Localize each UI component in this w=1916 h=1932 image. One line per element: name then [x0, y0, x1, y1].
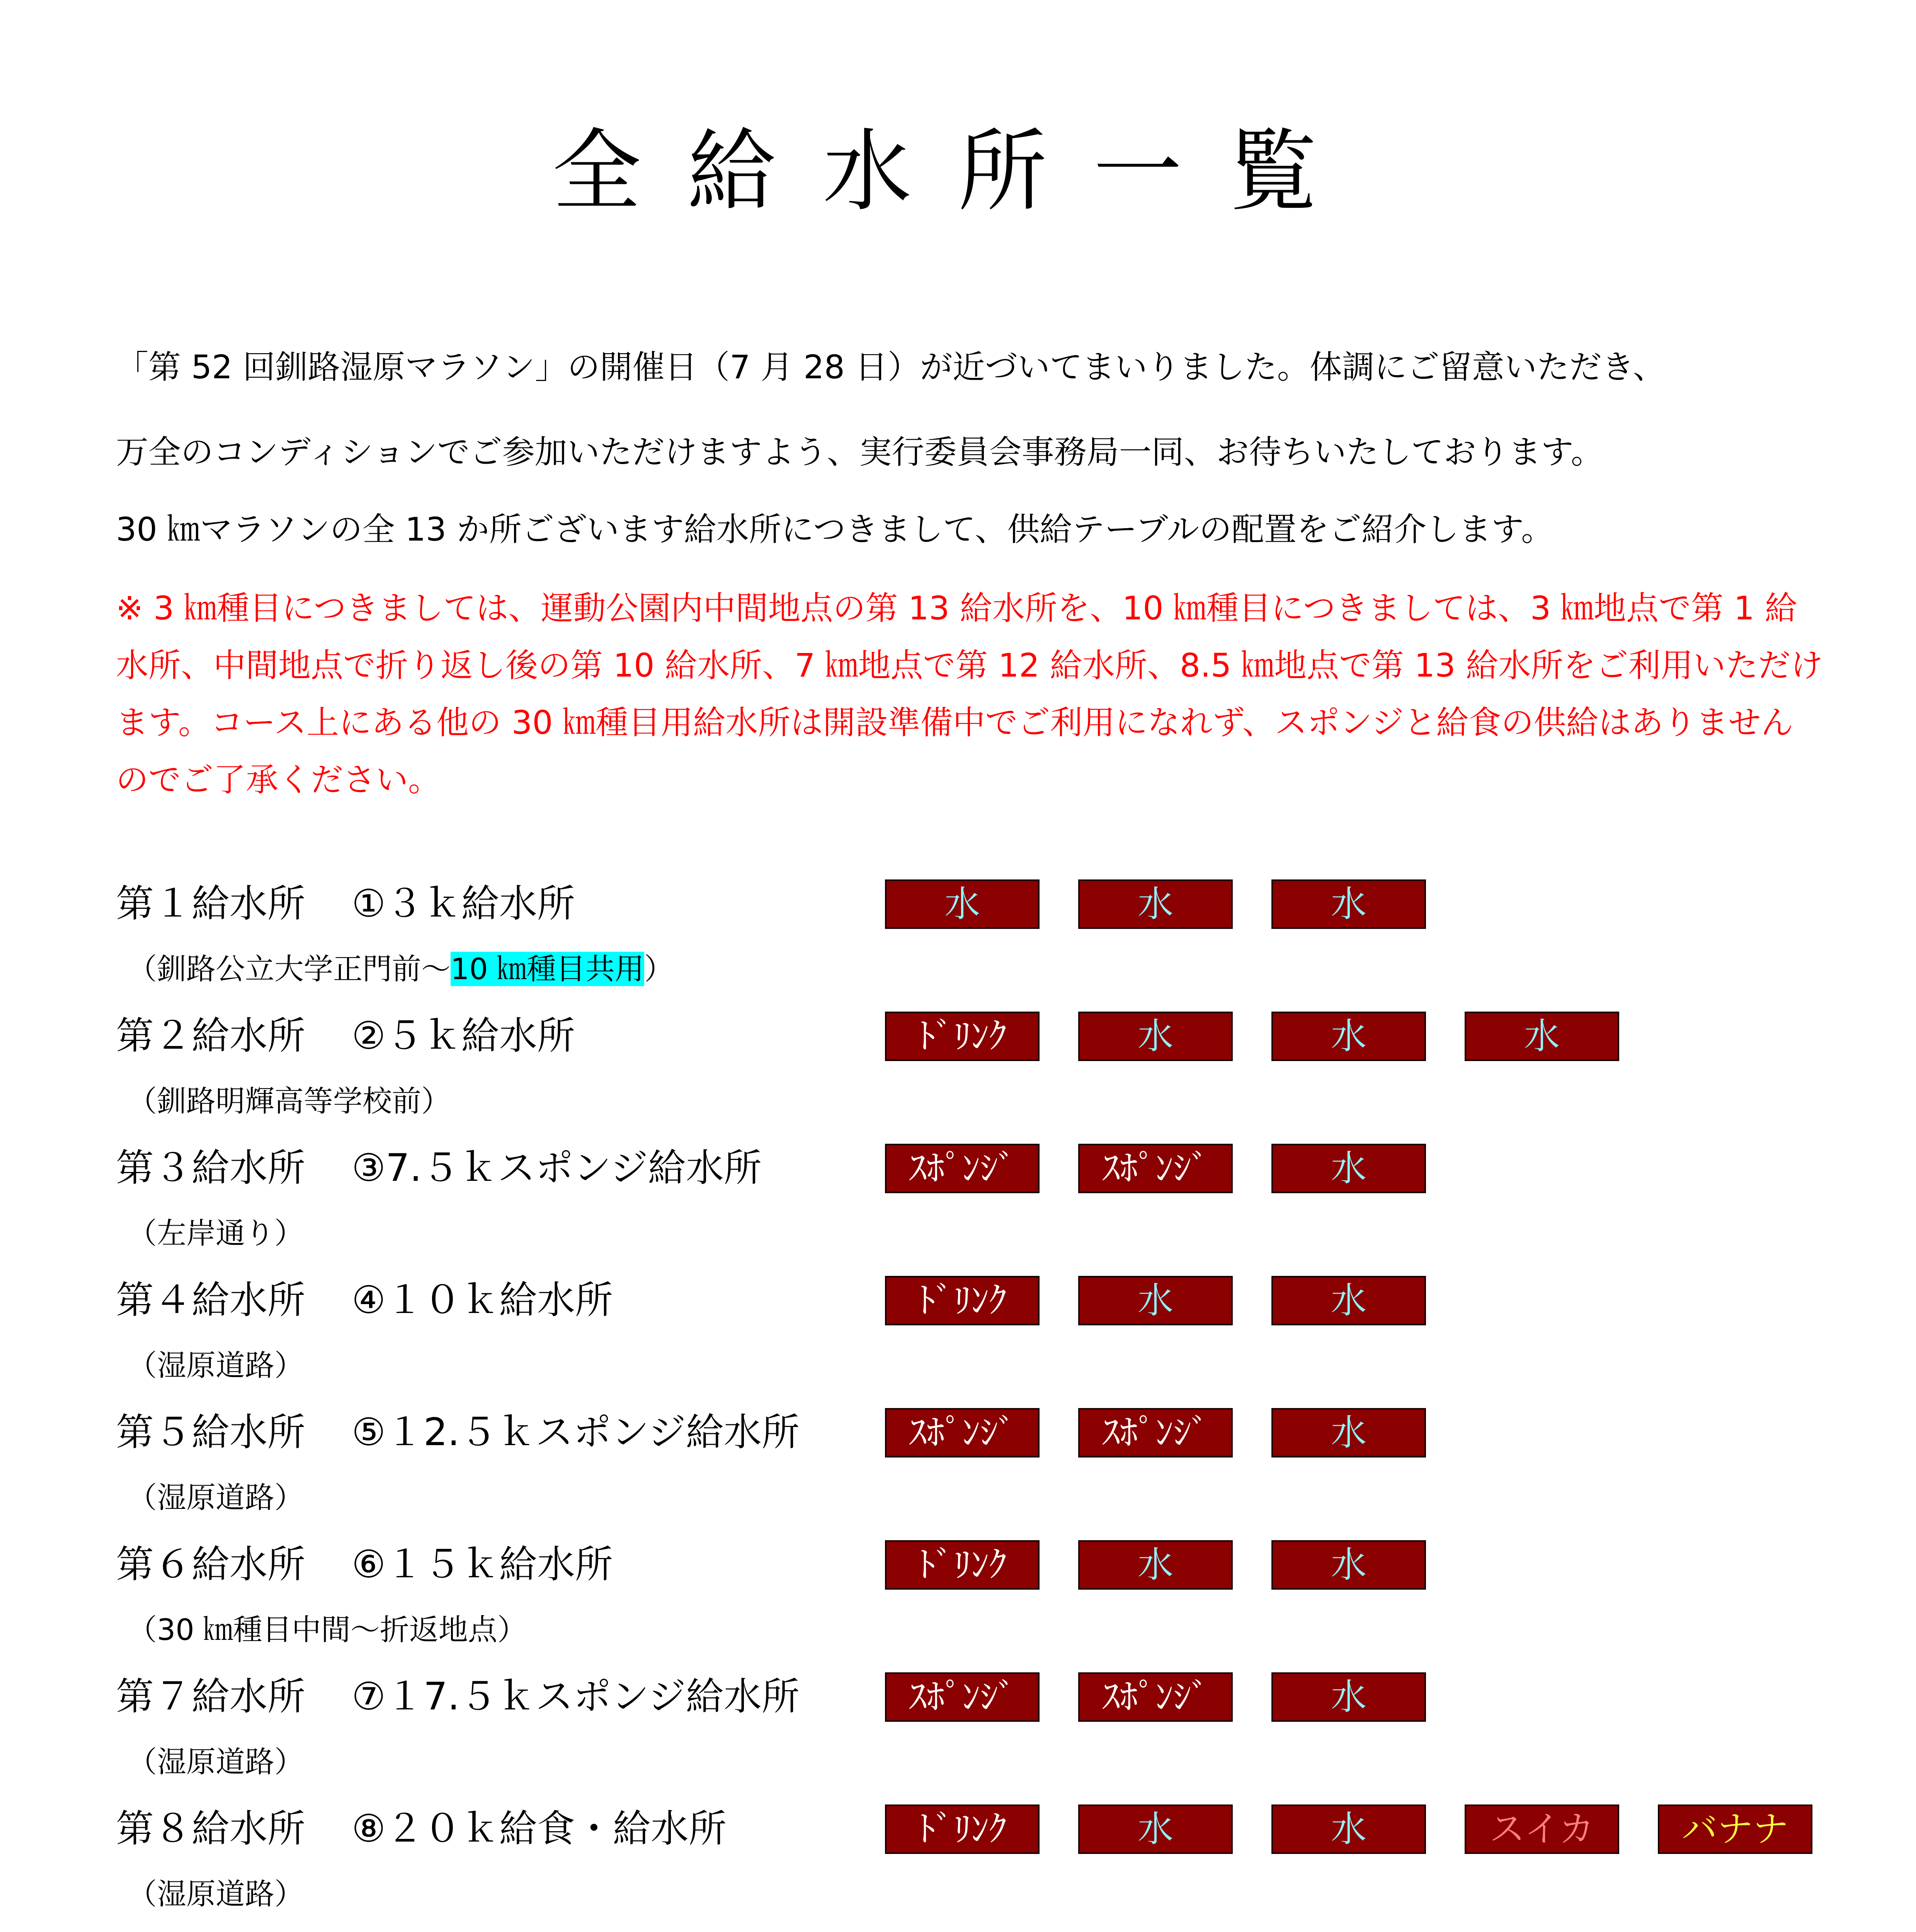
supply-table-sponge: ｽﾎﾟﾝｼﾞ: [1078, 1408, 1233, 1458]
supply-table-water: 水: [1465, 1012, 1619, 1061]
station-location: [128, 1480, 304, 1515]
location-text: （湿原道路）: [128, 1480, 304, 1515]
supply-table-water: 水: [1078, 1276, 1233, 1325]
supply-table-water: 水: [1078, 879, 1233, 929]
station-title: [116, 882, 575, 926]
location-text: （釧路明輝高等学校前）: [128, 1084, 451, 1118]
supply-table-water: 水: [1271, 1804, 1426, 1854]
station-subtitle: ②５ｋ給水所: [352, 1014, 575, 1058]
supply-table-water: 水: [1078, 1804, 1233, 1854]
supply-table-sponge: ｽﾎﾟﾝｼﾞ: [885, 1144, 1040, 1193]
page-title: 全給水所一覧: [552, 120, 1364, 223]
station-subtitle: ⑤１2.５ｋスポンジ給水所: [352, 1410, 800, 1454]
station-subtitle: ⑧２０ｋ給食・給水所: [352, 1807, 727, 1851]
notice-paragraph: ※ 3 ㎞種目につきましては、運動公園内中間地点の第 13 給水所を、10 ㎞種目につきましては、3 ㎞地点で第 1 給水所、中間地点で折り返し後の第 10 給水所、7 ㎞地点で第 12 給水所、8.5 ㎞地点で第 13 給水所をご利用いただけます。コース上にある他の 30 ㎞種目用給水所は開設準備中でご利用になれず、スポンジと給食の供給はありませんのでご了承ください。: [116, 589, 1823, 799]
station-name: 第７給水所: [116, 1675, 306, 1719]
supply-table-water: 水: [1271, 1408, 1426, 1458]
station-location: [128, 1348, 304, 1383]
location-text: （湿原道路）: [128, 1877, 304, 1911]
station-location: [128, 1216, 304, 1250]
station-name: 第８給水所: [116, 1807, 306, 1851]
supply-table-sponge: ｽﾎﾟﾝｼﾞ: [885, 1672, 1040, 1722]
location-text: （湿原道路）: [128, 1745, 304, 1779]
intro-line-2: 万全のコンディションでご参加いただけますよう、実行委員会事務局一同、お待ちいたしております。: [116, 433, 1603, 471]
supply-table-water: 水: [1271, 1540, 1426, 1590]
supply-table-water: 水: [1078, 1012, 1233, 1061]
location-text: （釧路公立大学正門前～: [128, 952, 451, 986]
supply-table-water: 水: [1078, 1540, 1233, 1590]
location-text: （湿原道路）: [128, 1348, 304, 1383]
supply-table-drink: ﾄﾞﾘﾝｸ: [885, 1276, 1040, 1325]
supply-table-drink: ﾄﾞﾘﾝｸ: [885, 1804, 1040, 1854]
supply-table-watermelon: スイカ: [1465, 1804, 1619, 1854]
location-text: （30 ㎞種目中間～折返地点）: [128, 1612, 527, 1647]
supply-table-sponge: ｽﾎﾟﾝｼﾞ: [1078, 1144, 1233, 1193]
supply-table-water: 水: [1271, 1012, 1426, 1061]
station-location: [128, 1879, 304, 1909]
station-title: [116, 1675, 800, 1719]
station-location: [128, 954, 674, 984]
station-name: 第６給水所: [116, 1543, 306, 1587]
supply-table-sponge: ｽﾎﾟﾝｼﾞ: [1078, 1672, 1233, 1722]
supply-table-sponge: ｽﾎﾟﾝｼﾞ: [885, 1408, 1040, 1458]
station-title: [116, 1146, 762, 1190]
supply-table-drink: ﾄﾞﾘﾝｸ: [885, 1012, 1040, 1061]
supply-table-banana: バナナ: [1658, 1804, 1812, 1854]
station-title: [116, 1014, 575, 1058]
supply-table-water: 水: [1271, 1276, 1426, 1325]
station-location: [128, 1747, 304, 1777]
station-location: [128, 1612, 527, 1647]
station-name: 第３給水所: [116, 1146, 306, 1190]
supply-table-water: 水: [885, 879, 1040, 929]
supply-table-drink: ﾄﾞﾘﾝｸ: [885, 1540, 1040, 1590]
intro-line-1: 「第 52 回釧路湿原マラソン」の開催日（7 月 28 日）が近づいてまいりました。体調にご留意いただき、: [116, 348, 1666, 386]
station-name: 第５給水所: [116, 1410, 306, 1454]
supply-table-water: 水: [1271, 879, 1426, 929]
station-subtitle: ①３ｋ給水所: [352, 882, 575, 926]
station-subtitle: ④１０ｋ給水所: [352, 1278, 613, 1322]
supply-table-water: 水: [1271, 1672, 1426, 1722]
station-name: 第４給水所: [116, 1278, 306, 1322]
location-text: （左岸通り）: [128, 1216, 304, 1250]
supply-table-water: 水: [1271, 1144, 1426, 1193]
station-name: 第２給水所: [116, 1014, 306, 1058]
station-title: [116, 1410, 800, 1454]
shared-course-highlight: 10 ㎞種目共用: [451, 952, 644, 986]
station-subtitle: ③7.５ｋスポンジ給水所: [352, 1146, 762, 1190]
station-subtitle: ⑦１7.５ｋスポンジ給水所: [352, 1675, 800, 1719]
station-location: [128, 1084, 451, 1118]
location-close: ）: [644, 952, 674, 986]
station-name: 第１給水所: [116, 882, 306, 926]
station-title: [116, 1278, 613, 1322]
station-subtitle: ⑥１５ｋ給水所: [352, 1543, 613, 1587]
station-title: [116, 1807, 727, 1851]
station-title: [116, 1543, 613, 1587]
intro-line-3: 30 ㎞マラソンの全 13 か所ございます給水所につきまして、供給テーブルの配置をご紹介します。: [116, 510, 1554, 548]
